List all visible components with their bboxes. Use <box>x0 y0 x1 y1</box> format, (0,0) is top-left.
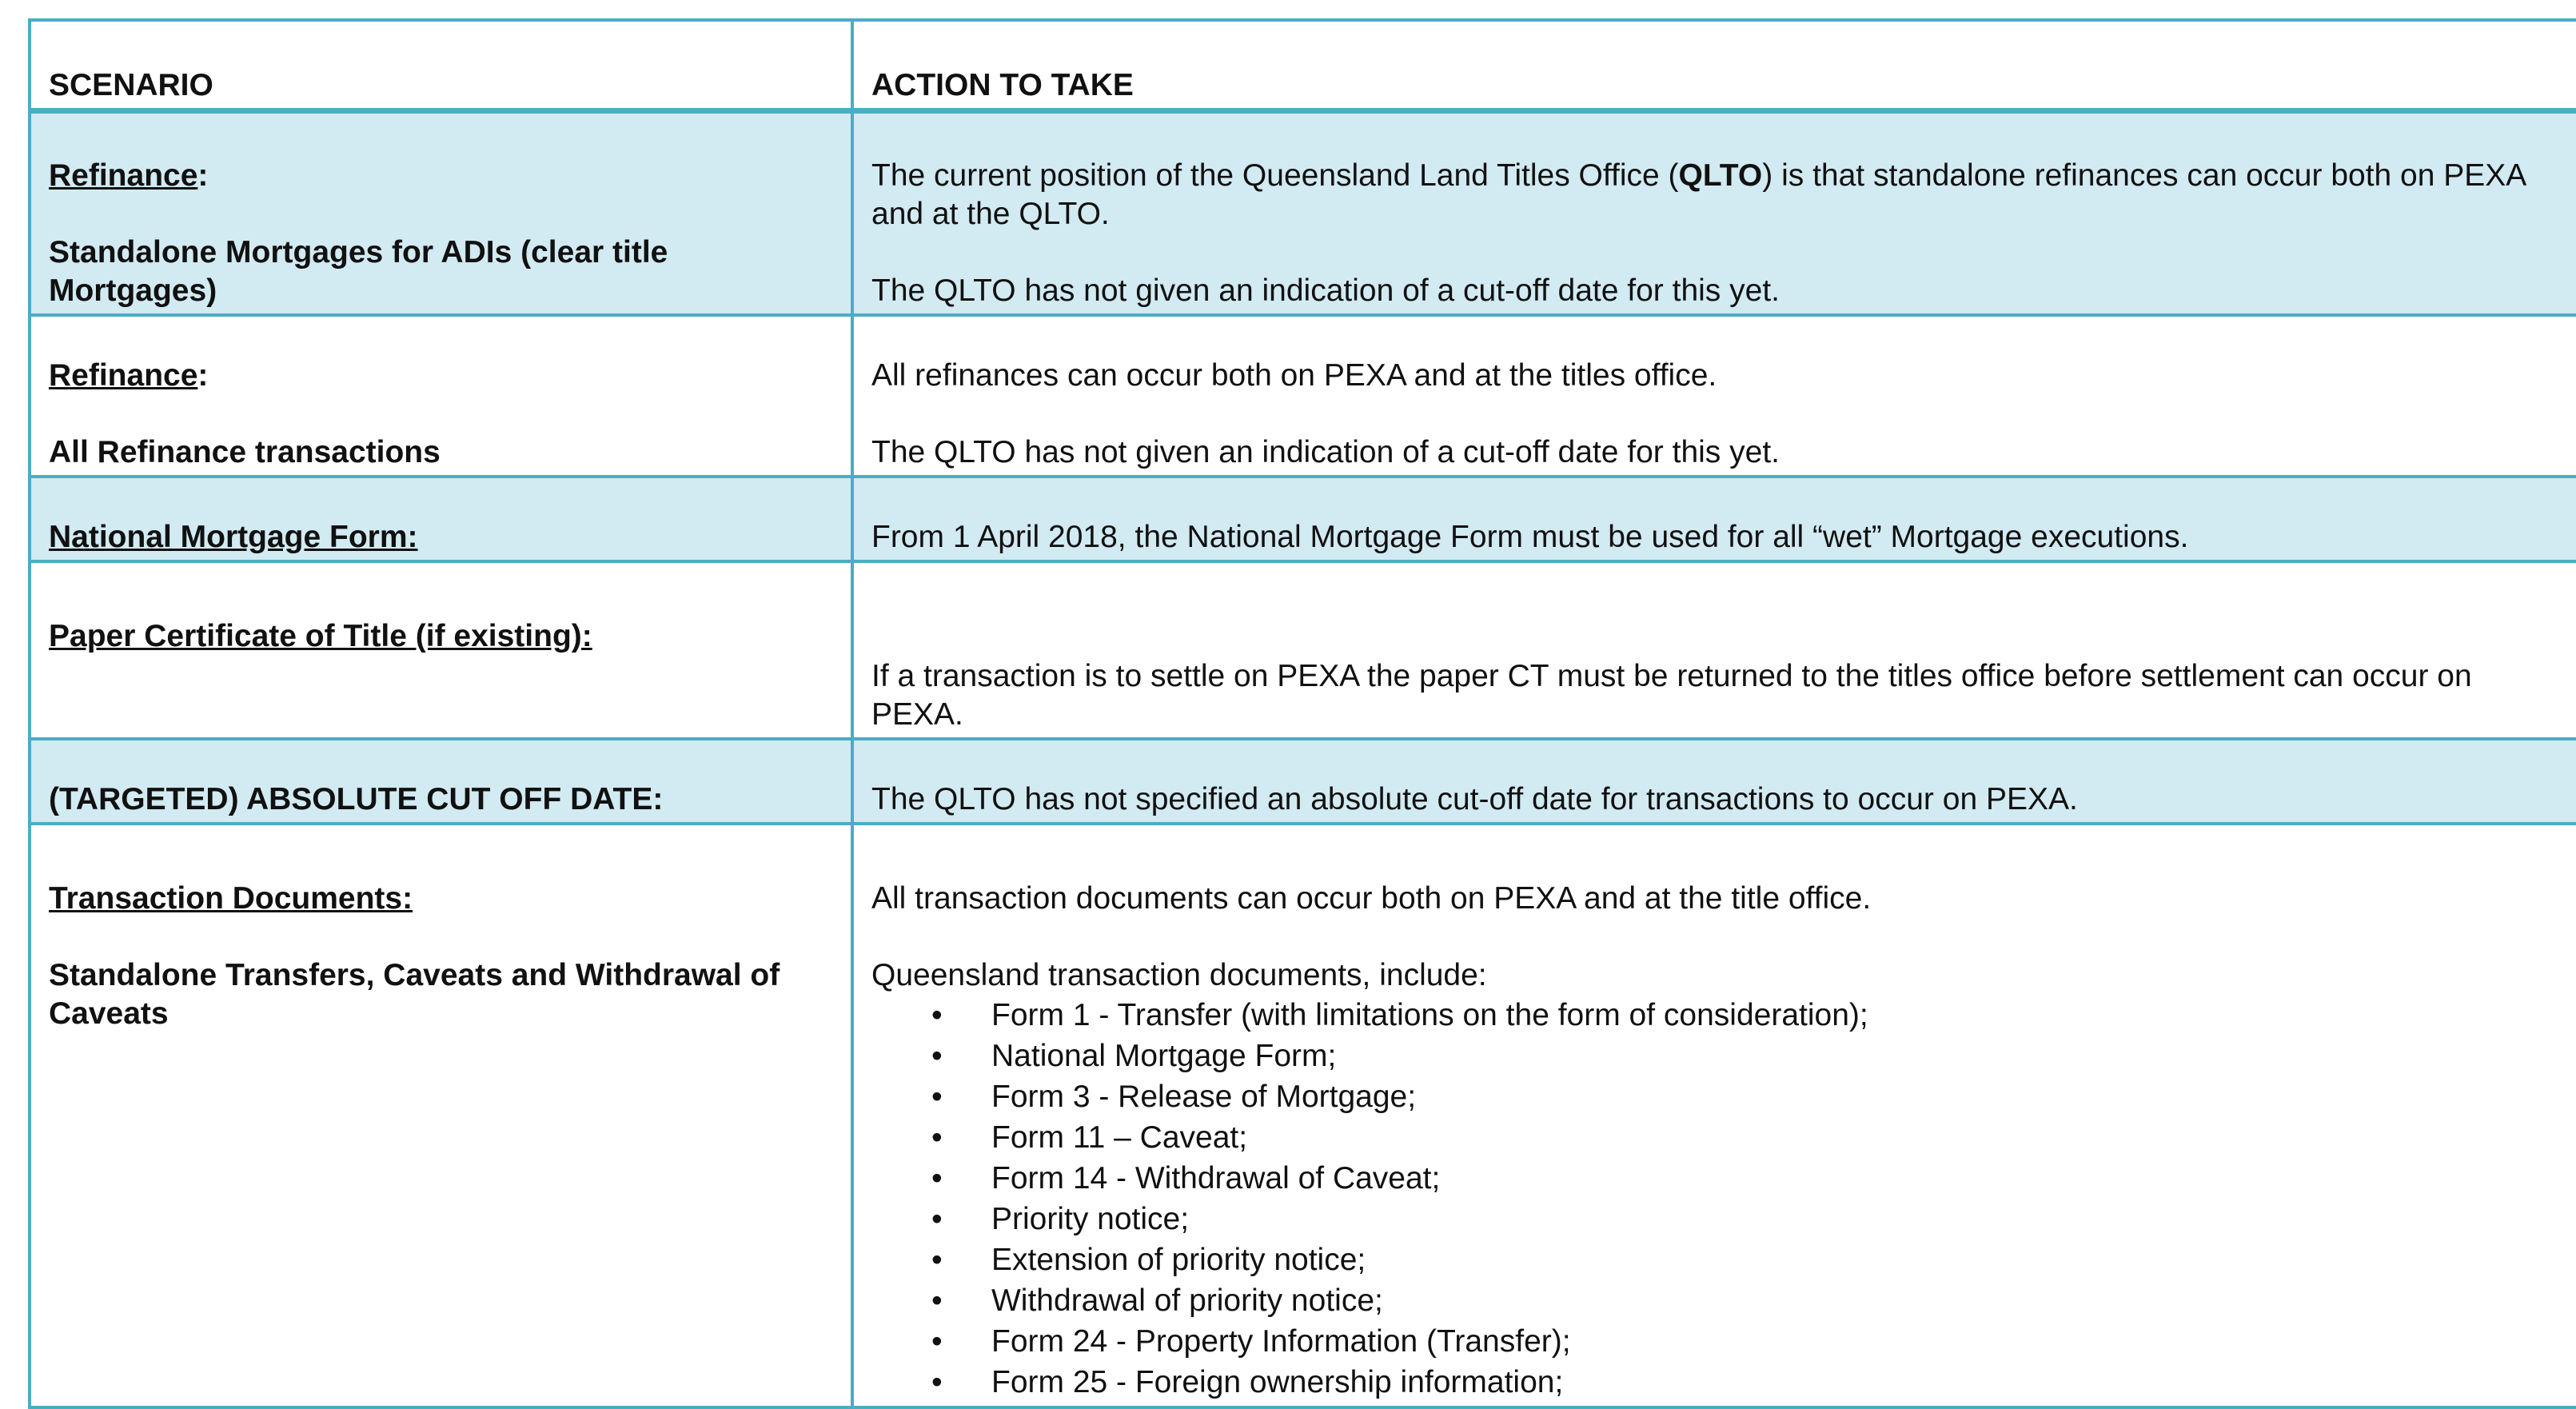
list-item <box>871 1158 2561 1199</box>
table-row <box>30 477 2576 561</box>
action-text: The QLTO has not given an indication of a cut-off date for this yet. <box>871 273 1780 308</box>
scenario-cell <box>30 824 852 1407</box>
scenario-sub: Standalone Mortgages for ADIs (clear title Mortgages) <box>49 235 668 308</box>
scenario-sub: All Refinance transactions <box>49 435 441 469</box>
document-list <box>871 995 2561 1403</box>
bullet-icon: • <box>931 1202 943 1236</box>
scenario-cell <box>30 477 852 561</box>
bullet-icon: • <box>931 1324 943 1359</box>
list-item-text: Form 11 – Caveat; <box>991 1120 1248 1155</box>
table-row <box>30 739 2576 824</box>
list-item <box>871 1362 2561 1403</box>
action-cell <box>852 477 2576 561</box>
action-text: From 1 April 2018, the National Mortgage Form must be used for all “wet” Mortgage executions. <box>871 520 2189 554</box>
list-item-text: National Mortgage Form; <box>991 1039 1337 1073</box>
table-row <box>30 111 2576 316</box>
scenario-cell <box>30 739 852 824</box>
bullet-icon: • <box>931 1283 943 1318</box>
table-row <box>30 315 2576 477</box>
list-item-text: Withdrawal of priority notice; <box>991 1283 1383 1318</box>
scenario-colon: : <box>197 358 209 393</box>
action-text: The QLTO has not given an indication of a cut-off date for this yet. <box>871 435 1780 469</box>
table-header-row <box>30 20 2576 111</box>
list-item-text: Form 25 - Foreign ownership information; <box>991 1365 1564 1399</box>
bullet-icon: • <box>931 1161 943 1195</box>
action-text: Queensland transaction documents, include: <box>871 958 1487 992</box>
list-item <box>871 1036 2561 1076</box>
list-item <box>871 1117 2561 1158</box>
list-item-text: Form 24 - Property Information (Transfer); <box>991 1324 1571 1359</box>
action-cell <box>852 111 2576 316</box>
action-text: All refinances can occur both on PEXA and at the titles office. <box>871 358 1717 393</box>
scenario-label: Transaction Documents: <box>49 881 413 916</box>
header-scenario: SCENARIO <box>30 20 852 111</box>
list-item <box>871 1199 2561 1239</box>
bullet-icon: • <box>931 998 943 1032</box>
list-item <box>871 1280 2561 1321</box>
scenario-action-table <box>28 18 2576 1409</box>
list-item-text: Form 3 - Release of Mortgage; <box>991 1080 1417 1114</box>
bullet-icon: • <box>931 1243 943 1277</box>
scenario-cell <box>30 561 852 739</box>
header-action: ACTION TO TAKE <box>852 20 2576 111</box>
bullet-icon: • <box>931 1039 943 1073</box>
list-item-text: Extension of priority notice; <box>991 1243 1366 1277</box>
list-item <box>871 1076 2561 1117</box>
table-row <box>30 824 2576 1407</box>
action-text: All transaction documents can occur both on PEXA and at the title office. <box>871 881 1872 916</box>
action-cell <box>852 315 2576 477</box>
list-item-text: Priority notice; <box>991 1202 1190 1236</box>
list-item <box>871 1239 2561 1280</box>
action-text-bold: QLTO <box>1678 158 1763 193</box>
action-text: If a transaction is to settle on PEXA the paper CT must be returned to the titles office before settlement can occur on PEXA. <box>871 659 2472 732</box>
scenario-label: National Mortgage Form: <box>49 520 418 554</box>
action-text-part: ) is that standalone refinances can occur both on PEXA and at the QLTO. <box>871 158 2526 231</box>
scenario-cell <box>30 111 852 316</box>
scenario-label: (TARGETED) ABSOLUTE CUT OFF DATE: <box>49 782 664 816</box>
table-row <box>30 561 2576 739</box>
bullet-icon: • <box>931 1080 943 1114</box>
action-text-part: The current position of the Queensland Land Titles Office ( <box>871 158 1679 193</box>
action-cell <box>852 739 2576 824</box>
bullet-icon: • <box>931 1365 943 1399</box>
list-item <box>871 995 2561 1036</box>
action-cell <box>852 561 2576 739</box>
scenario-sub: Standalone Transfers, Caveats and Withdrawal of Caveats <box>49 958 780 1031</box>
action-text: The QLTO has not specified an absolute cut-off date for transactions to occur on PEXA. <box>871 782 2078 816</box>
list-item <box>871 1321 2561 1362</box>
action-cell <box>852 824 2576 1407</box>
scenario-label: Refinance <box>49 158 198 193</box>
action-text <box>871 157 2561 234</box>
scenario-label: Paper Certificate of Title (if existing): <box>49 619 592 653</box>
list-item-text: Form 14 - Withdrawal of Caveat; <box>991 1161 1441 1195</box>
scenario-label: Refinance <box>49 358 198 393</box>
scenario-cell <box>30 315 852 477</box>
bullet-icon: • <box>931 1120 943 1155</box>
scenario-colon: : <box>197 158 209 193</box>
list-item-text: Form 1 - Transfer (with limitations on the form of consideration); <box>991 998 1868 1032</box>
